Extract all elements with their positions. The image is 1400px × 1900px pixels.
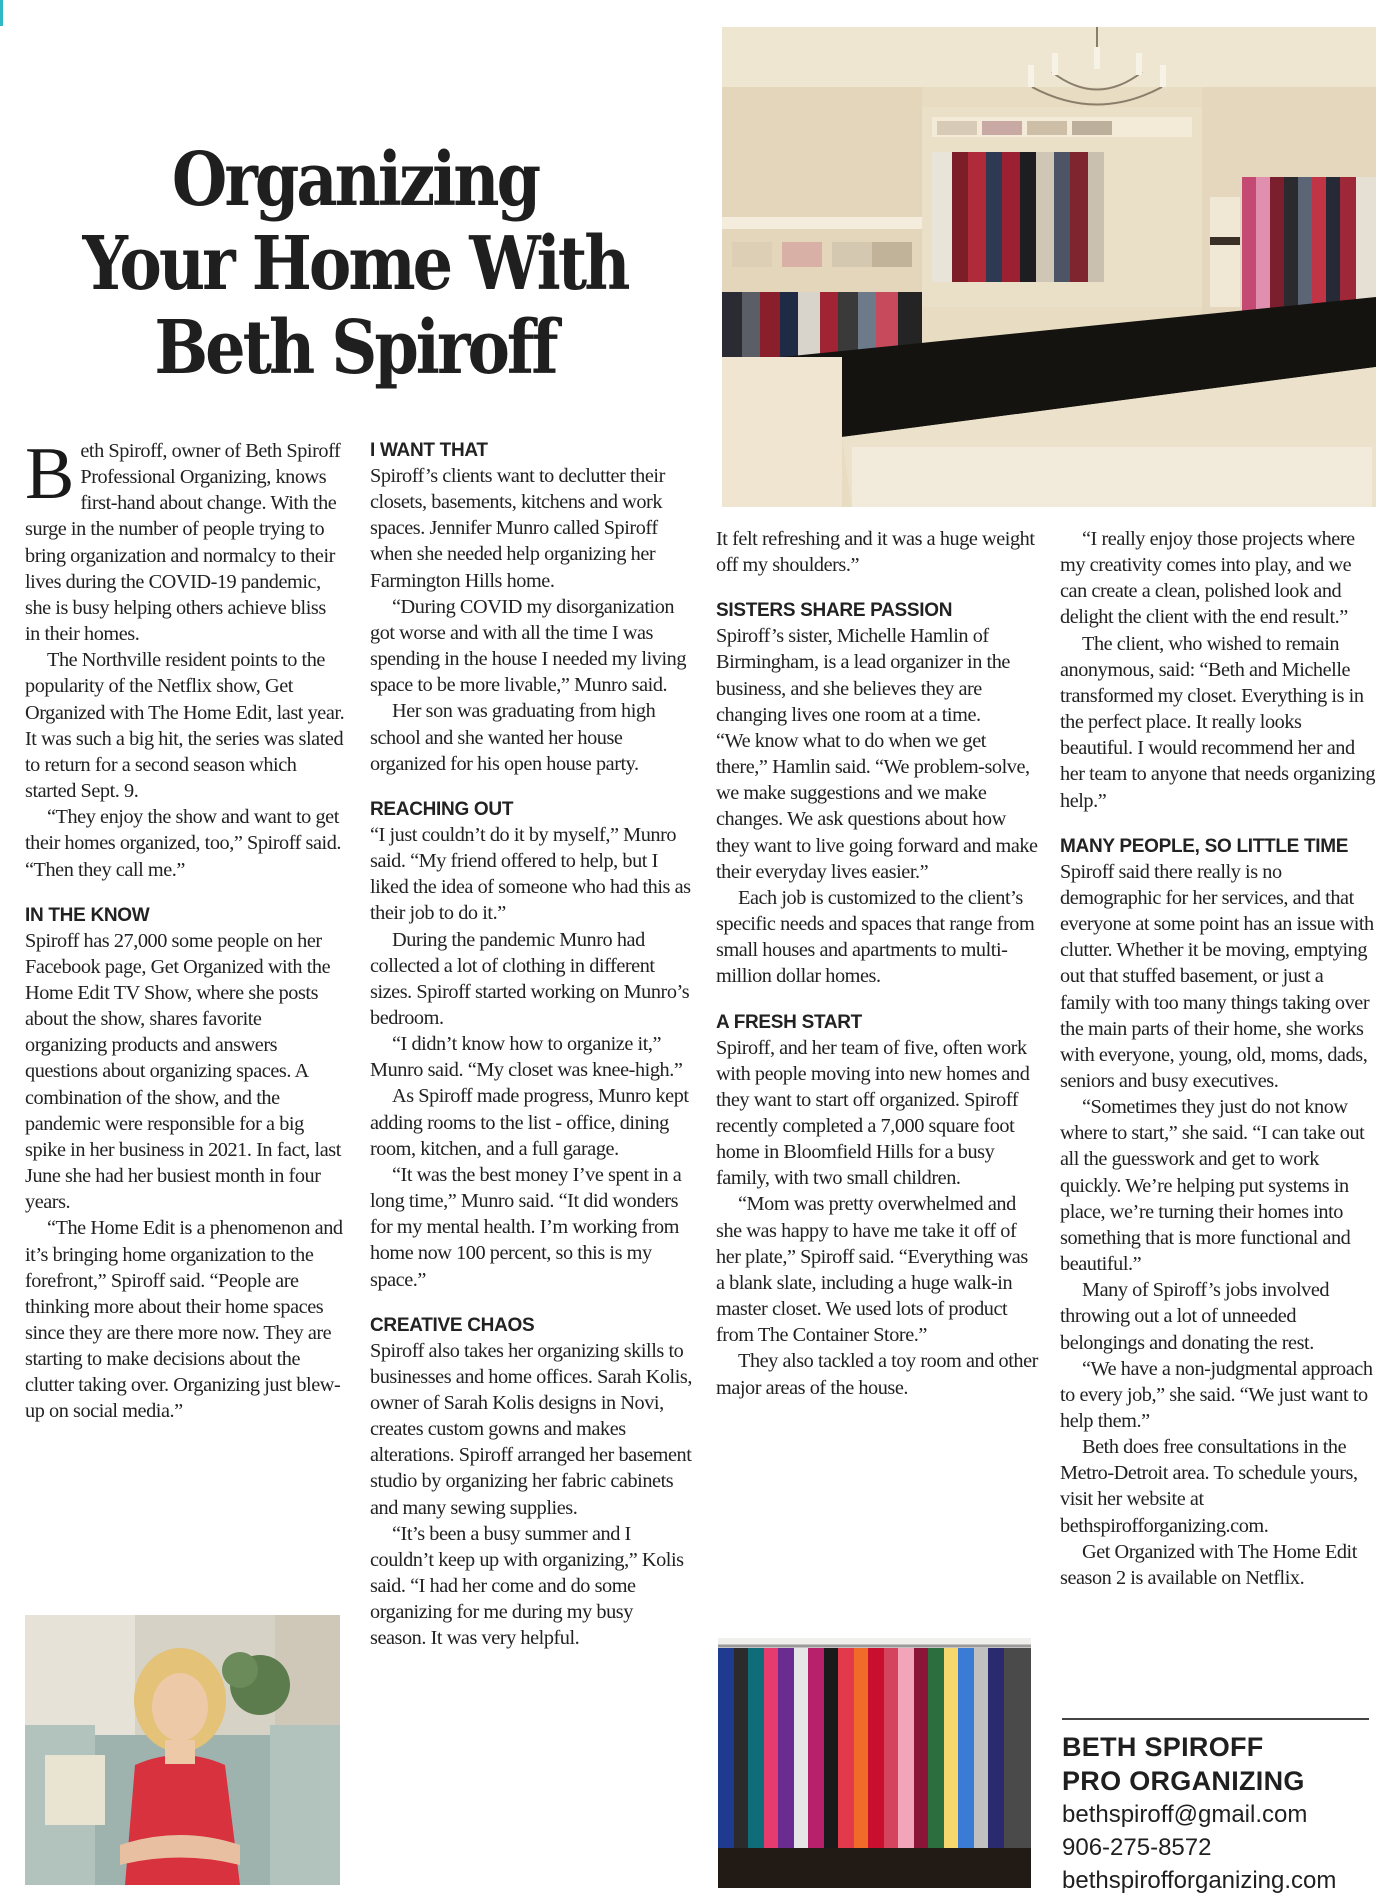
body-paragraph: “It was the best money I’ve spent in a long time,” Munro said. “It did wonders for my mental health. I’m working from home now 100 percent, so this is my space.” <box>370 1163 682 1291</box>
body-paragraph: Spiroff said there really is no demographic for her services, and that everyone at some point has an issue with clutter. Whether it be moving, emptying out that stuffed basement, or just a family with too many things taking over the main parts of their home, she works with everyone, young, old, moms, dads, seniors and busy executives. <box>1060 860 1374 1092</box>
body-paragraph: “It’s been a busy summer and I couldn’t keep up with organizing,” Kolis said. “I had her come and do some organizing for me during my busy season. It was very helpful. <box>370 1522 684 1650</box>
section-heading-sisters-share-passion: SISTERS SHARE PASSION <box>716 600 953 622</box>
body-paragraph: Many of Spiroff’s jobs involved throwing out a lot of unneeded belongings and donating the rest. <box>1060 1279 1330 1354</box>
section-heading-a-fresh-start: A FRESH START <box>716 1011 862 1033</box>
contact-email[interactable]: bethspiroff@gmail.com <box>1062 1801 1308 1828</box>
article-headline <box>80 138 630 390</box>
contact-phone[interactable]: 906-275-8572 <box>1062 1834 1212 1861</box>
headline-line-1: Organizing <box>171 137 539 223</box>
section-heading-creative-chaos: CREATIVE CHAOS <box>370 1314 535 1336</box>
closet-photo-illustration <box>722 27 1376 507</box>
body-paragraph: As Spiroff made progress, Munro kept adding rooms to the list - office, dining room, kitchen, and a full garage. <box>370 1085 689 1160</box>
drop-cap: B <box>25 433 75 515</box>
body-paragraph: “I really enjoy those projects where my creativity comes into play, and we can create a clean, polished look and delight the client with the end result.” <box>1060 528 1355 629</box>
article-column-2 <box>370 438 692 1652</box>
body-paragraph: “They enjoy the show and want to get their homes organized, too,” Spiroff said. “Then they call me.” <box>25 806 342 881</box>
body-paragraph: “I didn’t know how to organize it,” Munro said. “My closet was knee-high.” <box>370 1033 683 1082</box>
body-paragraph: Her son was graduating from high school and she wanted her house organized for his open house party. <box>370 700 656 775</box>
body-paragraph: Spiroff’s sister, Michelle Hamlin of Birmingham, is a lead organizer in the business, and she believes they are changing lives one room at a time. <box>716 625 1010 726</box>
body-paragraph: Each job is customized to the client’s specific needs and spaces that range from small houses and apartments to multi-million dollar homes. <box>716 886 1035 988</box>
clothes-rack-illustration <box>718 1618 1031 1888</box>
body-paragraph: Spiroff has 27,000 some people on her Facebook page, Get Organized with the Home Edit TV Show, where she posts about the show, shares favorite organizing products and answers questions about organizing spaces. A combination of the show, and the pandemic were responsible for a big spike in her business in 2021. In fact, last June she had her busiest month in four years. <box>25 929 341 1214</box>
section-heading-many-people: MANY PEOPLE, SO LITTLE TIME <box>1060 835 1349 857</box>
body-paragraph: During the pandemic Munro had collected a lot of clothing in different sizes. Spiroff started working on Munro’s bedroom. <box>370 928 690 1029</box>
section-heading-reaching-out: REACHING OUT <box>370 798 514 820</box>
body-paragraph: Beth does free consultations in the Metro-Detroit area. To schedule yours, visit her website at bethspirofforganizing.com. <box>1060 1436 1358 1537</box>
body-paragraph: The Northville resident points to the popularity of the Netflix show, Get Organized with The Home Edit, last year. It was such a big hit, the series was slated to return for a second season which started Sept. 9. <box>25 649 345 803</box>
article-column-1 <box>25 433 345 1425</box>
headline-line-3: Beth Spiroff <box>154 305 556 391</box>
body-paragraph: Spiroff’s clients want to declutter their closets, basements, kitchens and work spaces. Jennifer Munro called Spiroff when she needed help organizing her Farmington Hills home. <box>370 465 665 592</box>
body-paragraph: “The Home Edit is a phenomenon and it’s bringing home organization to the forefront,” Spiroff said. “People are thinking more about their home spaces since they are there more now. They are starting to make decisions about the clutter taking over. Organizing just blew-up on social media.” <box>25 1217 343 1423</box>
portrait-illustration <box>25 1615 340 1885</box>
body-paragraph: “Mom was pretty overwhelmed and she was happy to have me take it off of her plate,” Spiroff said. “Everything was a blank slate, including a huge walk-in master closet. We used lots of product from The Container Store.” <box>716 1193 1028 1347</box>
section-heading-in-the-know: IN THE KNOW <box>25 904 150 926</box>
contact-divider <box>1062 1718 1369 1720</box>
article-column-3 <box>716 526 1038 1401</box>
body-paragraph: Get Organized with The Home Edit season 2 is available on Netflix. <box>1060 1540 1357 1589</box>
body-paragraph: “We know what to do when we get there,” Hamlin said. “We problem-solve, we make suggestions and we make changes. We ask questions about how they want to live going forward and make their everyday lives easier.” <box>716 729 1038 883</box>
headline-line-2: Your Home With <box>82 221 628 307</box>
section-heading-i-want-that: I WANT THAT <box>370 440 488 461</box>
article-column-4 <box>1060 526 1378 1591</box>
body-paragraph: “Sometimes they just do not know where to start,” she said. “I can take out all the guesswork and get to work quickly. We’re helping put systems in place, we’re turning their homes into something that is more functional and beautiful.” <box>1060 1096 1365 1276</box>
body-paragraph: “I just couldn’t do it by myself,” Munro said. “My friend offered to help, but I liked the idea of someone who had this as their job to do it.” <box>370 823 691 925</box>
edge-accent-mark <box>0 0 3 26</box>
body-paragraph: “We have a non-judgmental approach to every job,” she said. “We just want to help them.” <box>1060 1357 1373 1432</box>
contact-website[interactable]: bethspirofforganizing.com <box>1062 1867 1337 1894</box>
portrait-photo <box>25 1615 340 1885</box>
body-paragraph: The client, who wished to remain anonymous, said: “Beth and Michelle transformed my closet. Everything is in the perfect place. It really looks beautiful. I would recommend her and her team to anyone that needs organizing help.” <box>1060 632 1376 812</box>
clothes-rack-photo <box>718 1618 1031 1888</box>
body-paragraph: It felt refreshing and it was a huge weight off my shoulders.” <box>716 528 1035 577</box>
body-paragraph: “During COVID my disorganization got worse and with all the time I was spending in the house I needed my living space to be more livable,” Munro said. <box>370 595 687 697</box>
body-paragraph: Spiroff, and her team of five, often work with people moving into new homes and they want to start off organized. Spiroff recently completed a 7,000 square foot home in Bloomfield Hills for a busy family, with two small children. <box>716 1036 1030 1190</box>
contact-info-box <box>1062 1730 1372 1897</box>
business-name-line-1: BETH SPIROFF <box>1062 1732 1264 1762</box>
closet-photo <box>722 27 1376 507</box>
body-paragraph: They also tackled a toy room and other major areas of the house. <box>716 1350 1038 1399</box>
business-name-line-2: PRO ORGANIZING <box>1062 1766 1305 1796</box>
body-paragraph: Spiroff also takes her organizing skills to businesses and home offices. Sarah Kolis, owner of Sarah Kolis designs in Novi, creates custom gowns and makes alterations. Spiroff arranged her basement studio by organizing her fabric cabinets and many sewing supplies. <box>370 1339 692 1519</box>
intro-paragraph: Beth Spiroff, owner of Beth Spiroff Professional Organizing, knows first-hand about change. With the surge in the number of people trying to bring organization and normalcy to their lives during the COVID-19 pandemic, she is busy helping others achieve bliss in their homes. <box>25 433 341 646</box>
